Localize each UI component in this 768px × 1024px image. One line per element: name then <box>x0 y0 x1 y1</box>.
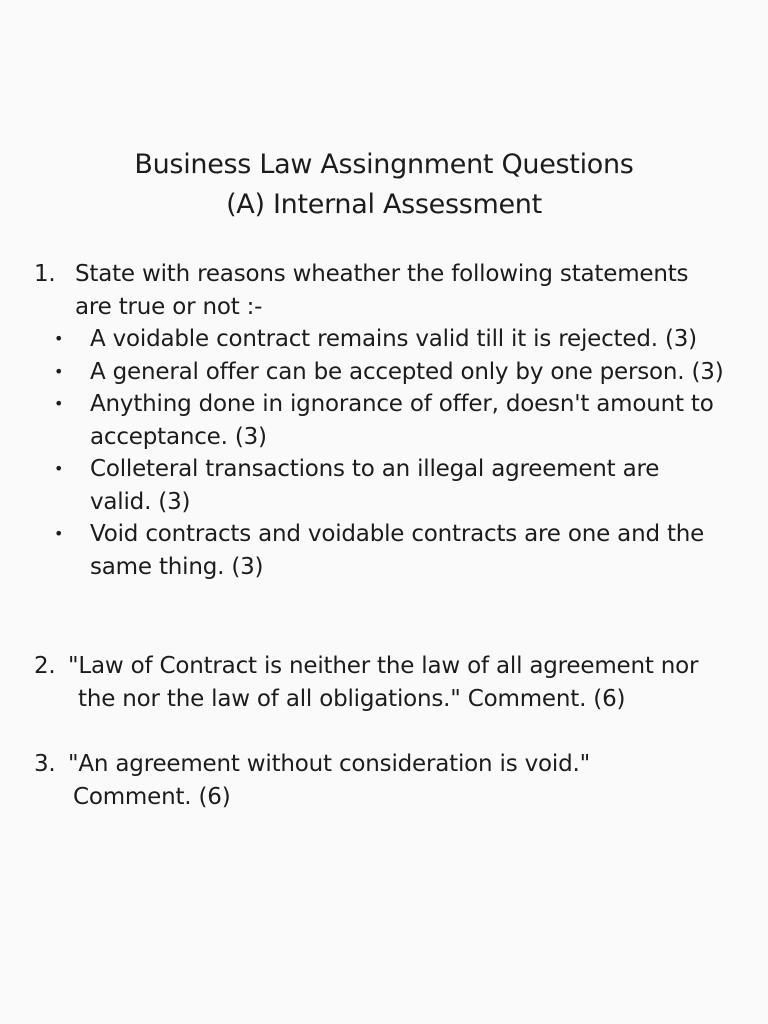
bullet-icon: • <box>54 361 64 381</box>
bullet-icon: • <box>54 394 64 413</box>
bullet-icon: • <box>54 459 64 478</box>
statement-text: A voidable contract remains valid till it is rejected. (3) <box>90 326 697 352</box>
list-item <box>0 453 768 518</box>
statement-text: Void contracts and voidable contracts are one and the <box>90 521 705 547</box>
question-number: 1. <box>34 261 56 287</box>
list-item <box>0 388 768 453</box>
list-item <box>0 518 768 583</box>
bullet-icon: • <box>54 329 64 348</box>
question-text-line: the nor the law of all obligations." Comment. (6) <box>78 685 626 712</box>
statement-text: Anything done in ignorance of offer, doesn't amount to <box>90 391 714 417</box>
bullet-icon: • <box>54 524 64 543</box>
question-text <box>75 258 688 323</box>
question-number: 2. <box>34 653 56 679</box>
statement-text: acceptance. (3) <box>90 423 267 450</box>
question-text-line: "An agreement without consideration is void." <box>68 751 590 777</box>
question-text-line: State with reasons wheather the following statements <box>75 261 689 287</box>
statement-text: valid. (3) <box>90 488 191 515</box>
question-text-line: are true or not :- <box>75 293 263 320</box>
title-line-2: (A) Internal Assessment <box>226 189 542 220</box>
title-line-1: Business Law Assingnment Questions <box>134 149 634 180</box>
statement-list <box>0 323 768 583</box>
list-item <box>0 356 768 389</box>
question-text-line: "Law of Contract is neither the law of all agreement nor <box>68 653 699 679</box>
list-item <box>0 323 768 356</box>
statement-text: same thing. (3) <box>90 553 264 580</box>
question-number: 3. <box>34 751 56 777</box>
statement-text: Colleteral transactions to an illegal agreement are <box>90 456 660 482</box>
document-title <box>0 145 768 225</box>
statement-text: A general offer can be accepted only by one person. (3) <box>90 358 724 385</box>
question-text-line: Comment. (6) <box>73 783 231 810</box>
